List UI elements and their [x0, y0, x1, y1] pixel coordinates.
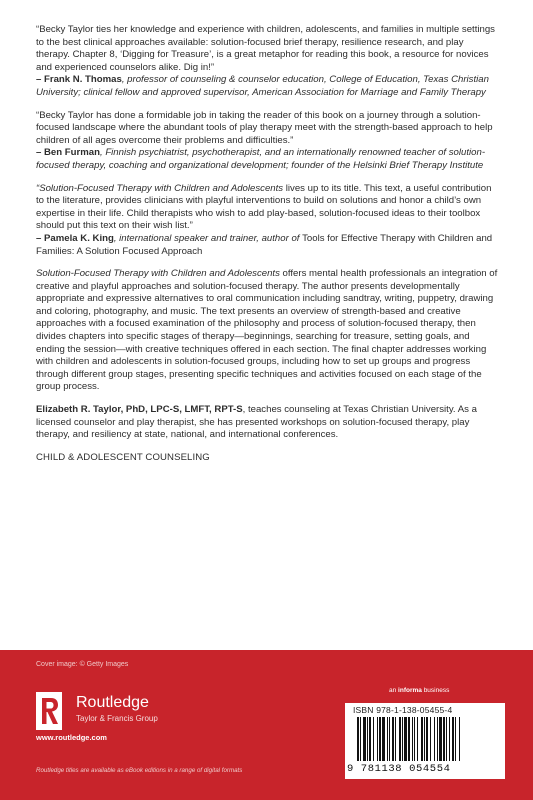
back-cover-text [36, 24, 499, 464]
quoted-book-title: “Solution-Focused Therapy with Children and Adolescents [36, 182, 284, 194]
subject-category: CHILD & ADOLESCENT COUNSELING [36, 451, 210, 463]
endorsement [36, 110, 499, 173]
endorsement [36, 24, 499, 100]
informa-tagline [389, 687, 449, 694]
endorser-book-title: Tools for Effective Therapy with Children and Families: A Solution Focused Approach [36, 232, 493, 257]
endorser-name: – Ben Furman [36, 147, 100, 159]
cover-image-credit: Cover image: © Getty Images [36, 661, 129, 668]
publisher-group: Taylor & Francis Group [76, 714, 158, 723]
book-title: Solution-Focused Therapy with Children and Adolescents [36, 268, 280, 280]
author-bio [36, 404, 499, 442]
footer-band [0, 650, 533, 800]
barcode-icon [345, 717, 505, 763]
endorsement-attribution [36, 74, 499, 99]
informa-suffix: business [421, 687, 450, 694]
informa-word: informa [398, 687, 422, 694]
endorsement-attribution [36, 147, 499, 172]
informa-prefix: an [389, 687, 399, 694]
endorser-name: – Pamela K. King [36, 232, 114, 244]
isbn-label: ISBN 978-1-138-05455-4 [353, 705, 453, 715]
book-description [36, 268, 499, 394]
routledge-logo-icon [36, 692, 66, 732]
author-bio-text: , teaches counseling at Texas Christian University. As a licensed counselor and play therapist, she has presented workshops on solution-focused therapy, play therapy, and resiliency at state, national, and international conferences. [36, 404, 477, 441]
endorsement-quote [36, 183, 499, 233]
endorser-affiliation: , professor of counseling & counselor education, College of Education, Texas Christian University; clinical fellow and approved supervisor, American Association for Marriage and Family Therapy [36, 74, 489, 98]
endorsement-quote: “Becky Taylor ties her knowledge and experience with children, adolescents, and families in multiple settings to the best clinical approaches available: solution-focused brief therapy, resilience research, and play therapy. Chapter 8, ‘Digging for Treasure’, is a great metaphor for reading this book, a resource for novices and experienced counselors alike. Dig in!” [36, 24, 495, 73]
description-text: offers mental health professionals an integration of creative and playful approaches and solution-focused therapy. The author presents developmentally appropriate and expressive alternatives to oral communication including sandtray, writing, puppetry, drawing and coloring, photography, and music. The text presents an overview of strength-based and creative approaches with a focused examination of the philosophy and process of solution-focused therapy, then divides chapters into specific stages of therapy—beginnings, searching for treasure, setting goals, and ending the session—with creative techniques offered in each section. The final chapter addresses working with children and adolescents in solution-focused groups, including how to set up groups and progress through different group stages, presenting specific techniques and activities focused on each stage of the group process. [36, 268, 498, 393]
endorsement-quote: “Becky Taylor has done a formidable job in taking the reader of this book on a journey through a solution-focused landscape where the abundant tools of play therapy meet with the strength-based approach to help children of all ages overcome their problems and difficulties.” [36, 109, 493, 146]
quote-text: lives up to its title. This text, a useful contribution to the literature, provides clinicians with playful interventions to build on solutions and honor a child’s own expertise in their life. Child therapists who wish to add play-based, solution-focused ideas to their toolbox should put this text on their wish list.” [36, 182, 492, 232]
endorser-name: – Frank N. Thomas [36, 74, 122, 86]
publisher-website: www.routledge.com [36, 733, 107, 742]
author-name: Elizabeth R. Taylor, PhD, LPC-S, LMFT, RPT-S [36, 404, 243, 416]
barcode-digits: 9 781138 054554 [347, 763, 451, 775]
endorsement-attribution [36, 233, 499, 258]
publisher-logo [36, 692, 206, 738]
ebook-note: Routledge titles are available as eBook editions in a range of digital formats [36, 767, 243, 774]
endorser-affiliation: , Finnish psychiatrist, psychotherapist, and an internationally renowned teacher of solution-focused therapy, coaching and organizational development; founder of the Helsinki Brief Therapy Institute [36, 147, 486, 171]
endorser-affiliation: , international speaker and trainer, author of [113, 232, 303, 244]
endorsement [36, 183, 499, 259]
publisher-name: Routledge [76, 694, 149, 711]
barcode-box [345, 703, 505, 779]
